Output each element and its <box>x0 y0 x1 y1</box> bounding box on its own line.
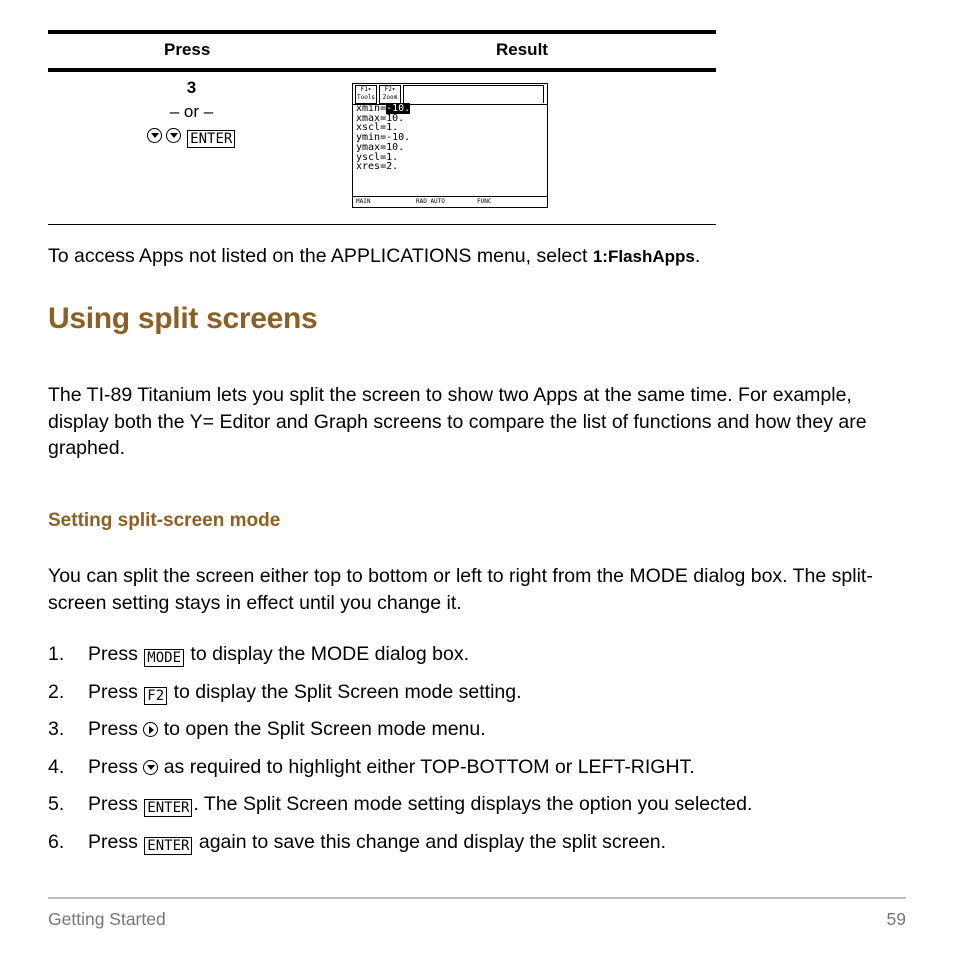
press-or: – or – <box>169 102 214 121</box>
list-item <box>48 641 908 679</box>
calc-line: ymin=-10. <box>356 132 411 144</box>
calc-line: yscl=1. <box>356 151 399 163</box>
calc-line: xmax=10. <box>356 112 405 124</box>
step-number: 3. <box>48 718 65 741</box>
step-text: Press ENTER again to save this change and display the split screen. <box>88 830 667 854</box>
status-mode: RAD AUTO <box>416 198 445 205</box>
subsection-heading: Setting split-screen mode <box>48 510 281 531</box>
calc-line: xscl=1. <box>356 122 399 134</box>
status-func: FUNC <box>477 198 492 205</box>
step-text: Press to open the Split Screen mode menu. <box>88 718 486 741</box>
down-arrow-key-icon <box>166 128 181 143</box>
list-item <box>48 716 908 754</box>
calc-line: ymax=10. <box>356 141 405 153</box>
enter-key: ENTER <box>187 130 235 148</box>
table-row <box>48 72 716 224</box>
steps-list <box>48 641 908 867</box>
press-cell <box>48 76 335 148</box>
flashapps-menu-item: 1:FlashApps <box>592 247 695 266</box>
calc-window-vars <box>356 104 410 172</box>
table-header <box>48 34 716 68</box>
step-number: 4. <box>48 755 65 778</box>
step-text: Press as required to highlight either TOP-BOTTOM or LEFT-RIGHT. <box>88 755 695 778</box>
step-number: 6. <box>48 830 65 853</box>
list-item <box>48 791 908 829</box>
enter-key: ENTER <box>144 799 192 817</box>
paragraph-split-mode: You can split the screen either top to bottom or left to right from the MODE dialog box. The split-screen setting stays in effect until you change it. <box>48 565 873 614</box>
footer-rule <box>48 897 906 899</box>
step-text: Press F2 to display the Split Screen mode setting. <box>88 680 522 704</box>
paragraph-split-intro: The TI-89 Titanium lets you split the screen to show two Apps at the same time. For example, display both the Y= Editor and Graph screens to compare the list of functions and how they are graphed. <box>48 384 867 459</box>
status-main: MAIN <box>356 198 371 205</box>
table-bottom-rule <box>48 224 716 225</box>
mode-key: MODE <box>144 649 184 667</box>
footer-section: Getting Started <box>48 909 166 929</box>
section-heading: Using split screens <box>48 302 318 335</box>
calc-status-bar <box>353 196 547 207</box>
f2-key: F2 <box>144 687 167 705</box>
press-keys <box>48 124 335 148</box>
calc-toolbar-blank <box>403 85 544 103</box>
press-result-table <box>48 30 716 225</box>
right-arrow-key-icon <box>143 722 158 737</box>
calculator-screen <box>352 83 548 208</box>
list-item <box>48 829 908 867</box>
list-item <box>48 754 908 792</box>
step-text: Press MODE to display the MODE dialog box. <box>88 643 469 666</box>
step-text: Press ENTER . The Split Screen mode setting displays the option you selected. <box>88 793 753 817</box>
header-press: Press <box>164 40 211 59</box>
calc-toolbar <box>353 84 547 105</box>
step-number: 1. <box>48 643 65 665</box>
enter-key: ENTER <box>144 837 192 855</box>
list-item <box>48 679 908 717</box>
calc-line: xres=2. <box>356 161 399 173</box>
down-arrow-key-icon <box>147 128 162 143</box>
intro-paragraph: To access Apps not listed on the APPLICATIONS menu, select 1:FlashApps. <box>48 245 701 267</box>
press-number: 3 <box>186 78 197 97</box>
calc-f2-zoom: F2▾ Zoom <box>379 85 401 104</box>
calc-f1-tools: F1▾ Tools <box>355 85 377 104</box>
calc-line: xmin=-10. <box>356 103 411 114</box>
step-number: 5. <box>48 793 65 816</box>
header-result: Result <box>496 40 548 59</box>
page-number: 59 <box>886 909 906 929</box>
step-number: 2. <box>48 680 65 703</box>
down-arrow-key-icon <box>143 760 158 775</box>
